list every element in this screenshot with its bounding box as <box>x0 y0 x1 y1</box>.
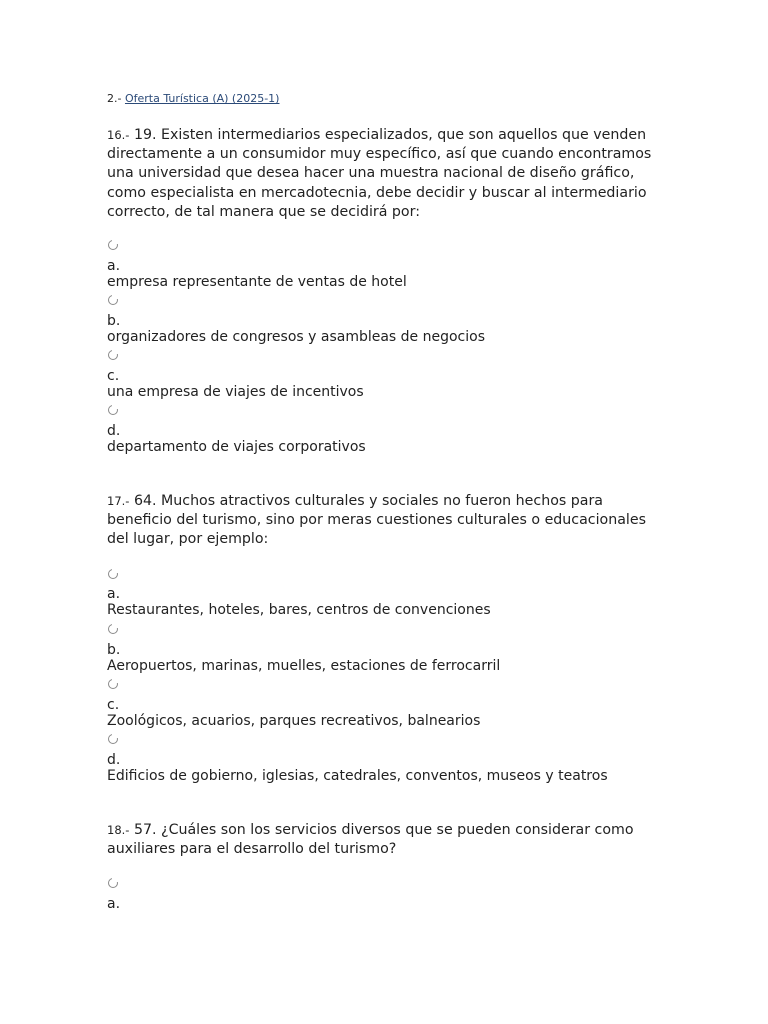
option-text: organizadores de congresos y asambleas de negocios <box>107 329 485 345</box>
option-text: empresa representante de ventas de hotel <box>107 274 407 290</box>
radio-button[interactable] <box>108 878 118 888</box>
radio-button[interactable] <box>108 240 118 250</box>
question-number: 18.- <box>107 823 130 837</box>
question-text <box>107 821 672 859</box>
radio-button[interactable] <box>108 679 118 689</box>
option-letter: c. <box>107 697 120 713</box>
option-text: Zoológicos, acuarios, parques recreativos, balnearios <box>107 713 481 729</box>
breadcrumb <box>107 92 279 106</box>
option-text: Restaurantes, hoteles, bares, centros de convenciones <box>107 602 491 618</box>
radio-button[interactable] <box>108 295 118 305</box>
option-text: departamento de viajes corporativos <box>107 439 366 455</box>
option-letter: b. <box>107 313 121 329</box>
option-letter: a. <box>107 896 121 912</box>
option-text: Aeropuertos, marinas, muelles, estaciones de ferrocarril <box>107 658 501 674</box>
option-letter: d. <box>107 423 121 439</box>
option-letter: a. <box>107 586 121 602</box>
question-text <box>107 126 672 222</box>
radio-button[interactable] <box>108 569 118 579</box>
option-text: Edificios de gobierno, iglesias, catedrales, conventos, museos y teatros <box>107 768 608 784</box>
question-body: 57. ¿Cuáles son los servicios diversos que se pueden considerar como auxiliares para el desarrollo del turismo? <box>107 822 634 858</box>
question-body: 64. Muchos atractivos culturales y sociales no fueron hechos para beneficio del turismo, sino por meras cuestiones culturales o educacionales del lugar, por ejemplo: <box>107 493 646 548</box>
radio-button[interactable] <box>108 624 118 634</box>
option-letter: c. <box>107 368 120 384</box>
course-link[interactable]: Oferta Turística (A) (2025-1) <box>124 92 280 105</box>
option-letter: d. <box>107 752 121 768</box>
radio-button[interactable] <box>108 350 118 360</box>
section-number: 2.- <box>107 92 122 105</box>
question-number: 16.- <box>107 128 130 142</box>
option-letter: a. <box>107 258 121 274</box>
radio-button[interactable] <box>108 734 118 744</box>
option-letter: b. <box>107 642 121 658</box>
question-number: 17.- <box>107 494 130 508</box>
radio-button[interactable] <box>108 405 118 415</box>
option-text: una empresa de viajes de incentivos <box>107 384 364 400</box>
question-body: 19. Existen intermediarios especializados, que son aquellos que venden directamente a un consumidor muy específico, así que cuando encontramos una universidad que desea hacer una muestra nacional de diseño gráfico, como especialista en mercadotecnia, debe decidir y buscar al intermediario correcto, de tal manera que se decidirá por: <box>107 127 652 220</box>
question-text <box>107 492 672 550</box>
